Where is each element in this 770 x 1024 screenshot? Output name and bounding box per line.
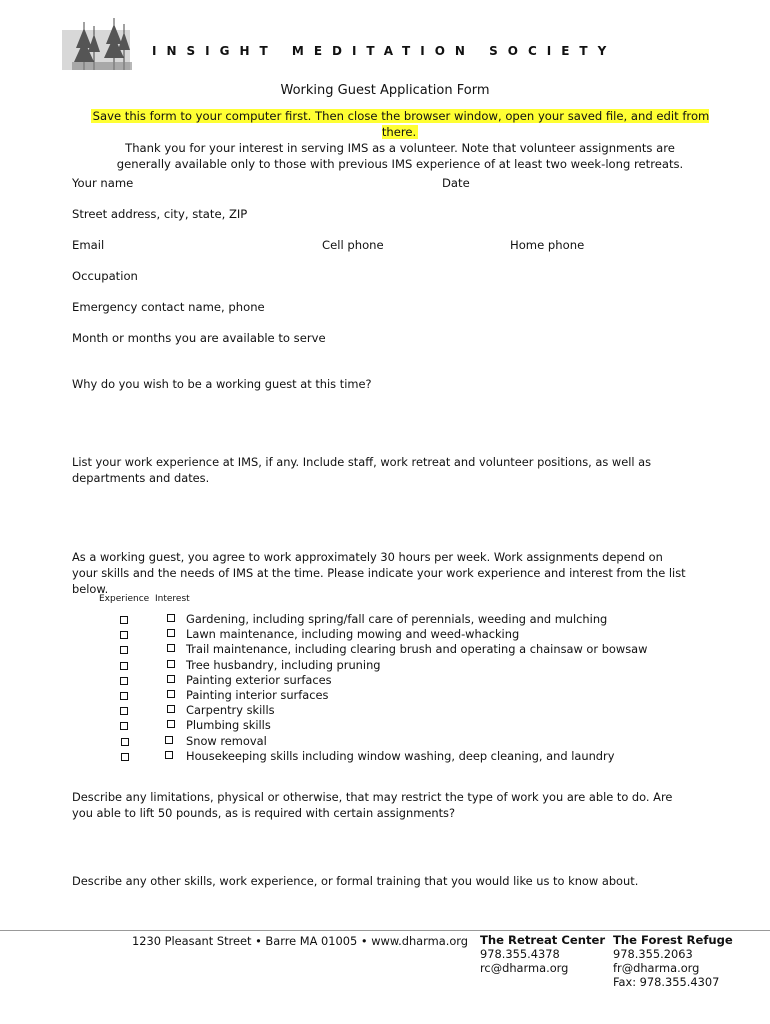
months-available-field[interactable]: Month or months you are available to serve: [72, 331, 326, 345]
experience-checkbox[interactable]: [120, 677, 128, 685]
checklist-item-label: Painting exterior surfaces: [186, 673, 332, 687]
checklist-item-label: Plumbing skills: [186, 718, 271, 732]
interest-checkbox[interactable]: [167, 675, 175, 683]
org-name: INSIGHT MEDITATION SOCIETY: [152, 44, 617, 58]
checklist-item-label: Trail maintenance, including clearing brush and operating a chainsaw or bowsaw: [186, 642, 648, 656]
experience-checkbox[interactable]: [121, 738, 129, 746]
email-field[interactable]: Email: [72, 238, 105, 252]
checklist-item-label: Carpentry skills: [186, 703, 275, 717]
interest-checkbox[interactable]: [165, 736, 173, 744]
save-form-notice: Save this form to your computer first. Then close the browser window, open your saved file, and edit from there.: [92, 109, 710, 139]
checklist-item-label: Snow removal: [186, 734, 267, 748]
interest-checkbox[interactable]: [167, 614, 175, 622]
experience-column-header: Experience: [99, 594, 150, 604]
intro-text: Thank you for your interest in serving IMS as a volunteer. Note that volunteer assignments are generally available only to those with previous IMS experience of at least two week-long retreats.: [116, 141, 684, 171]
limitations-question[interactable]: Describe any limitations, physical or otherwise, that may restrict the type of work you are able to do. Are you able to lift 50 pounds, as is required with certain assignments?: [72, 790, 673, 820]
interest-checkbox[interactable]: [167, 690, 175, 698]
notice-block: [80, 108, 720, 172]
agreement-text: As a working guest, you agree to work approximately 30 hours per week. Work assignments depend on your skills and the needs of IMS at the time. Please indicate your work experience and interest from the list below.: [72, 550, 686, 596]
experience-checkbox[interactable]: [120, 662, 128, 670]
interest-checkbox[interactable]: [167, 720, 175, 728]
experience-checkbox[interactable]: [120, 707, 128, 715]
home-phone-field[interactable]: Home phone: [510, 238, 585, 252]
street-address-field[interactable]: Street address, city, state, ZIP: [72, 207, 248, 221]
emergency-contact-field[interactable]: Emergency contact name, phone: [72, 300, 265, 314]
interest-checkbox[interactable]: [165, 751, 173, 759]
interest-checkbox[interactable]: [167, 644, 175, 652]
other-skills-question[interactable]: Describe any other skills, work experience, or formal training that you would like us to know about.: [72, 874, 639, 888]
date-field[interactable]: Date: [442, 176, 470, 190]
checklist-item-label: Gardening, including spring/fall care of perennials, weeding and mulching: [186, 612, 608, 626]
interest-checkbox[interactable]: [167, 660, 175, 668]
forest-refuge-fax: Fax: 978.355.4307: [613, 975, 720, 989]
occupation-field[interactable]: Occupation: [72, 269, 138, 283]
experience-checkbox[interactable]: [121, 753, 129, 761]
forest-refuge-email[interactable]: fr@dharma.org: [613, 961, 700, 975]
experience-checkbox[interactable]: [120, 646, 128, 654]
cell-phone-field[interactable]: Cell phone: [322, 238, 384, 252]
experience-checkbox[interactable]: [120, 616, 128, 624]
footer-divider: [0, 930, 770, 931]
retreat-center-contact: [480, 933, 605, 975]
checklist-item-label: Tree husbandry, including pruning: [186, 658, 381, 672]
forest-refuge-contact: [613, 933, 733, 989]
experience-checkbox[interactable]: [120, 692, 128, 700]
form-title: Working Guest Application Form: [280, 83, 490, 98]
experience-checkbox[interactable]: [120, 631, 128, 639]
ims-trees-logo-icon: [62, 18, 152, 72]
forest-refuge-phone: 978.355.2063: [613, 947, 693, 961]
why-question[interactable]: Why do you wish to be a working guest at this time?: [72, 377, 372, 391]
checklist-item-label: Housekeeping skills including window washing, deep cleaning, and laundry: [186, 749, 615, 763]
retreat-center-email[interactable]: rc@dharma.org: [480, 961, 569, 975]
footer-address: 1230 Pleasant Street • Barre MA 01005 • www.dharma.org: [132, 934, 469, 948]
interest-checkbox[interactable]: [167, 629, 175, 637]
retreat-center-phone: 978.355.4378: [480, 947, 560, 961]
your-name-field[interactable]: Your name: [72, 176, 134, 190]
ims-experience-question[interactable]: List your work experience at IMS, if any. Include staff, work retreat and volunteer positions, as well as departments and dates.: [72, 455, 652, 485]
experience-checkbox[interactable]: [120, 722, 128, 730]
interest-checkbox[interactable]: [167, 705, 175, 713]
checklist-item-label: Lawn maintenance, including mowing and weed-whacking: [186, 627, 520, 641]
forest-refuge-name: The Forest Refuge: [613, 933, 733, 947]
interest-column-header: Interest: [155, 594, 190, 604]
checklist-item-label: Painting interior surfaces: [186, 688, 329, 702]
retreat-center-name: The Retreat Center: [480, 933, 606, 947]
